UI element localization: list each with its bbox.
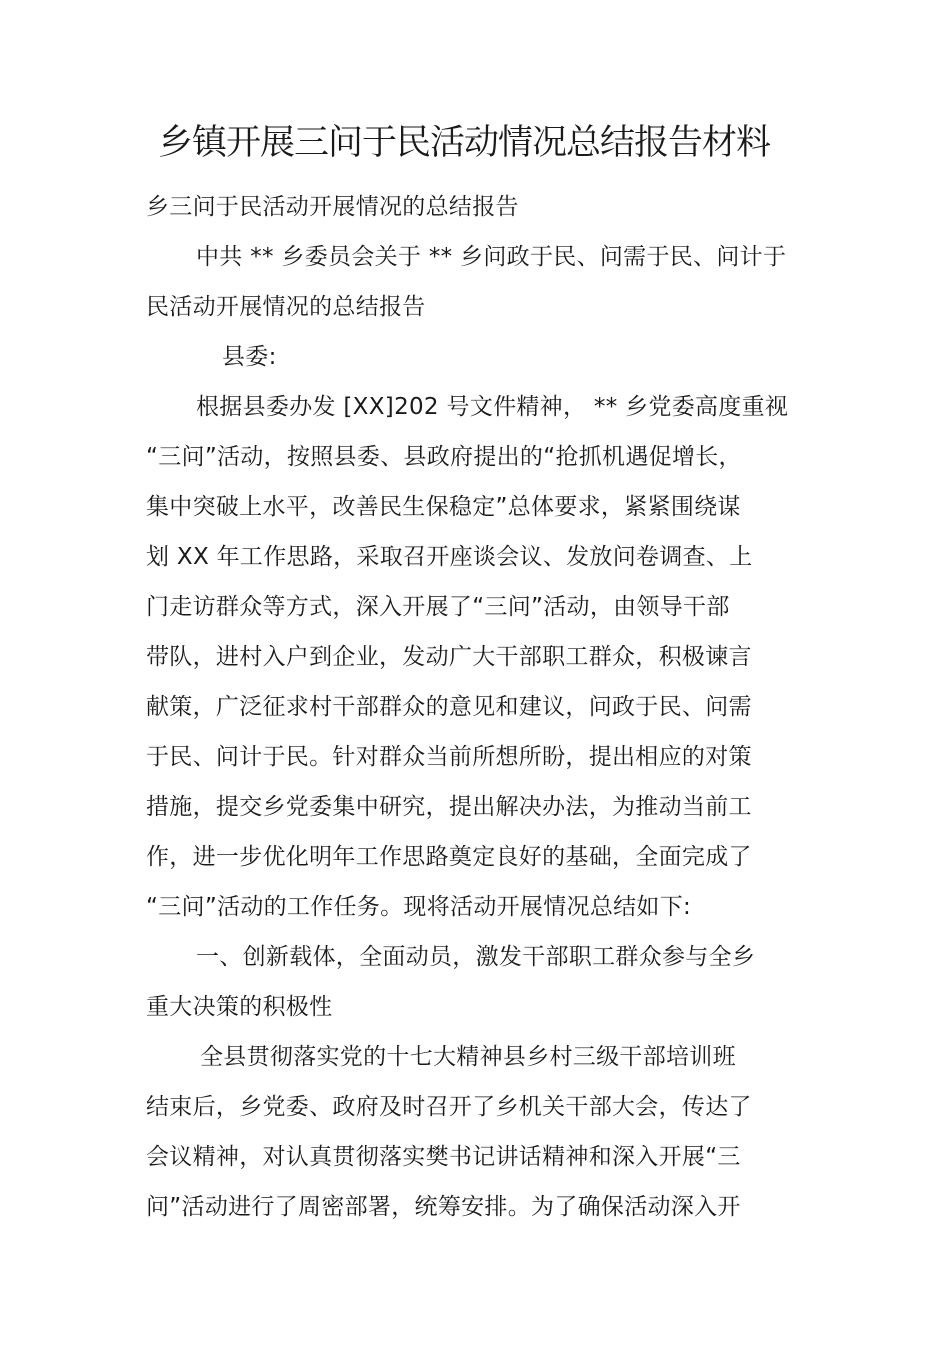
paragraph-line: 集中突破上水平，改善民生保稳定”总体要求，紧紧围绕谋	[146, 494, 741, 520]
salutation-line: 县委:	[222, 344, 277, 370]
paragraph-line: 全县贯彻落实党的十七大精神县乡村三级干部培训班	[200, 1044, 736, 1070]
paragraph-line: 献策，广泛征求村干部群众的意见和建议，问政于民、问需	[146, 694, 752, 720]
paragraph-line: 门走访群众等方式，深入开展了“三问”活动，由领导干部	[146, 594, 730, 620]
paragraph-line: 中共 ** 乡委员会关于 ** 乡问政于民、问需于民、问计于	[196, 244, 787, 270]
paragraph-line: “三问”活动的工作任务。现将活动开展情况总结如下:	[146, 894, 692, 920]
paragraph-line: 措施，提交乡党委集中研究，提出解决办法，为推动当前工	[146, 794, 752, 820]
paragraph-line: 民活动开展情况的总结报告	[146, 294, 426, 320]
section-heading-line: 重大决策的积极性	[146, 994, 333, 1020]
paragraph-line: 于民、问计于民。针对群众当前所想所盼，提出相应的对策	[146, 744, 752, 770]
section-heading-line: 一、创新载体，全面动员，激发干部职工群众参与全乡	[196, 944, 756, 970]
document-title: 乡镇开展三问于民活动情况总结报告材料	[158, 123, 771, 163]
paragraph-line: 带队，进村入户到企业，发动广大干部职工群众，积极谏言	[146, 644, 752, 670]
paragraph-line: 划 XX 年工作思路，采取召开座谈会议、发放问卷调查、上	[146, 544, 753, 570]
paragraph-line: 作，进一步优化明年工作思路奠定良好的基础，全面完成了	[146, 844, 752, 870]
paragraph-line: 结束后，乡党委、政府及时召开了乡机关干部大会，传达了	[146, 1094, 752, 1120]
paragraph-line: 根据县委办发 [XX]202 号文件精神， ** 乡党委高度重视	[196, 394, 789, 420]
paragraph-line: 会议精神，对认真贯彻落实樊书记讲话精神和深入开展“三	[146, 1144, 741, 1170]
paragraph-line: “三问”活动，按照县委、县政府提出的“抢抓机遇促增长，	[146, 444, 742, 470]
paragraph-line: 问”活动进行了周密部署，统筹安排。为了确保活动深入开	[146, 1194, 741, 1220]
subtitle-line: 乡三问于民活动开展情况的总结报告	[146, 194, 519, 220]
